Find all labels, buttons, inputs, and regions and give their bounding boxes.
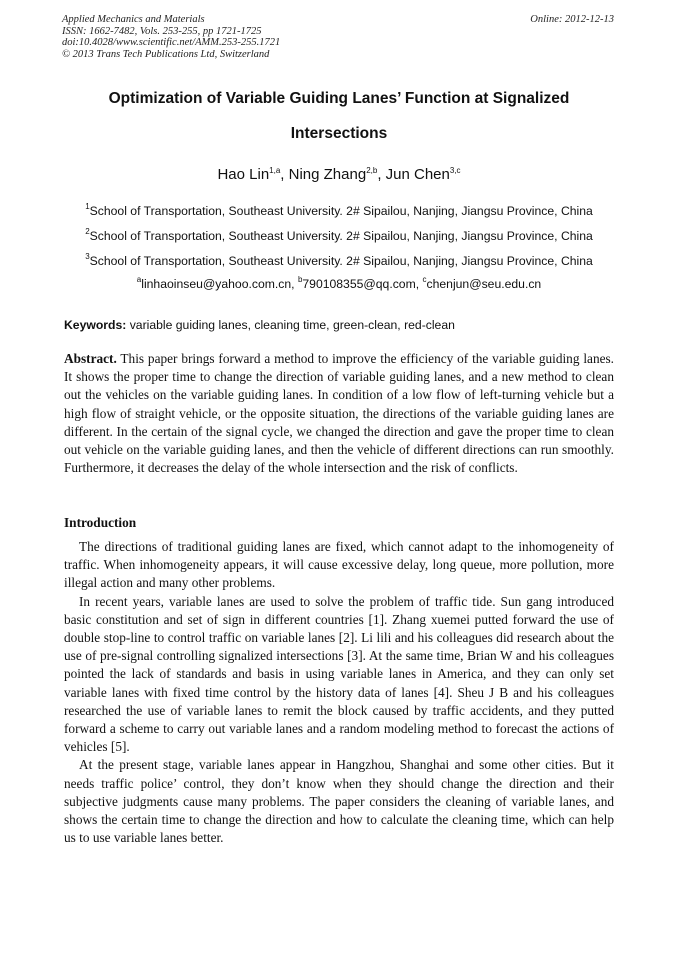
email-marker: a: [136, 275, 142, 284]
abstract: [64, 350, 614, 477]
copyright-line: © 2013 Trans Tech Publications Ltd, Switzerland: [62, 48, 270, 60]
email-separator: ,: [415, 277, 423, 291]
keywords-label: Keywords:: [64, 318, 127, 332]
paper-title-line-2: Intersections: [290, 125, 388, 142]
author-affiliation-marker: 2,b: [366, 166, 378, 175]
affiliation: [62, 229, 616, 243]
keywords-text: variable guiding lanes, cleaning time, green-clean, red-clean: [126, 318, 455, 332]
affiliation-marker: 2: [85, 227, 90, 236]
doi-line: doi:10.4028/www.scientific.net/AMM.253-255.1721: [62, 37, 281, 48]
online-date: Online: 2012-12-13: [530, 14, 614, 25]
issn-line: ISSN: 1662-7482, Vols. 253-255, pp 1721-1725: [62, 25, 262, 37]
publication-header: [62, 14, 280, 60]
abstract-label: Abstract.: [64, 351, 117, 366]
affiliation-marker: 1: [85, 202, 90, 211]
affiliation-marker: 3: [85, 252, 90, 261]
email-separator: ,: [291, 277, 298, 291]
author-affiliation-marker: 3,c: [449, 166, 461, 175]
author-name: Hao Lin: [217, 166, 270, 183]
author-list: [62, 166, 616, 183]
paragraph: At the present stage, variable lanes appear in Hangzhou, Shanghai and some other cities. But it needs traffic police’ control, they don’t know when they should change the direction and their subjective judgments cause many problems. The paper considers the cleaning of variable lanes, and shows the certain time to change the direction and how to calculate the cleaning time, which can help us to use variable lanes better.: [64, 757, 614, 846]
affiliation: [62, 204, 616, 218]
email-marker: b: [297, 275, 303, 284]
email-address: chenjun@seu.edu.cn: [426, 277, 542, 291]
affiliation: [62, 254, 616, 268]
affiliation-text: School of Transportation, Southeast University. 2# Sipailou, Nanjing, Jiangsu Province, China: [89, 204, 593, 218]
affiliation-text: School of Transportation, Southeast University. 2# Sipailou, Nanjing, Jiangsu Province, China: [89, 254, 593, 268]
author-affiliation-marker: 1,a: [269, 166, 281, 175]
author-name: Ning Zhang: [288, 166, 367, 183]
author-emails: [62, 277, 616, 291]
section-heading-introduction: Introduction: [64, 515, 137, 530]
journal-name: Applied Mechanics and Materials: [62, 14, 205, 25]
paragraph: The directions of traditional guiding lanes are fixed, which cannot adapt to the inhomogeneity of traffic. When inhomogeneity appears, it will cause excessive delay, long queue, more pollution, more illegal action and many other problems.: [64, 539, 614, 591]
paper-title-line-1: Optimization of Variable Guiding Lanes’ Function at Signalized: [108, 90, 570, 107]
author-name: Jun Chen: [385, 166, 450, 183]
author-separator: ,: [280, 166, 289, 183]
email-marker: c: [422, 275, 427, 284]
affiliation-text: School of Transportation, Southeast University. 2# Sipailou, Nanjing, Jiangsu Province, China: [89, 229, 593, 243]
email-address: 790108355@qq.com: [302, 277, 416, 291]
introduction-body: [64, 538, 614, 847]
author-separator: ,: [377, 166, 386, 183]
keywords: [64, 318, 455, 332]
paragraph: In recent years, variable lanes are used to solve the problem of traffic tide. Sun gang introduced basic constitution and set of sign in different countries [1]. Zhang xuemei putted forward the use of double stop-line to control traffic on variable lanes [2]. Li lili and his colleagues did research about the use of pre-signal controlling signalized intersections [3]. At the same time, Brian W and his colleagues pointed the lack of standards and basis in using variable lanes in America, and they can only set variable lanes with fixed time control by the history data of lanes [4]. Sheu J B and his colleagues researched the use of variable lanes to remit the block caused by traffic accidents, and they putted forward a scheme to carry out variable lanes and a random modeling method to forecast the actions of vehicles [5].: [64, 593, 614, 755]
abstract-text: This paper brings forward a method to improve the efficiency of the variable guiding lanes. It shows the proper time to change the direction of variable guiding lanes, and a new method to clean out the vehicles on the variable guiding lanes. In condition of a low flow of left-turning vehicle but a high flow of straight vehicle, or the opposite situation, the directions of the variable guiding lanes are different. In the certain of the signal cycle, we changed the direction and gave the proper time to clean out vehicle on the variable guiding lanes, and then the vehicle of different directions can run smoothly. Furthermore, it decreases the delay of the whole intersection and the risk of conflicts.: [64, 351, 614, 476]
email-address: linhaoinseu@yahoo.com.cn: [141, 277, 292, 291]
